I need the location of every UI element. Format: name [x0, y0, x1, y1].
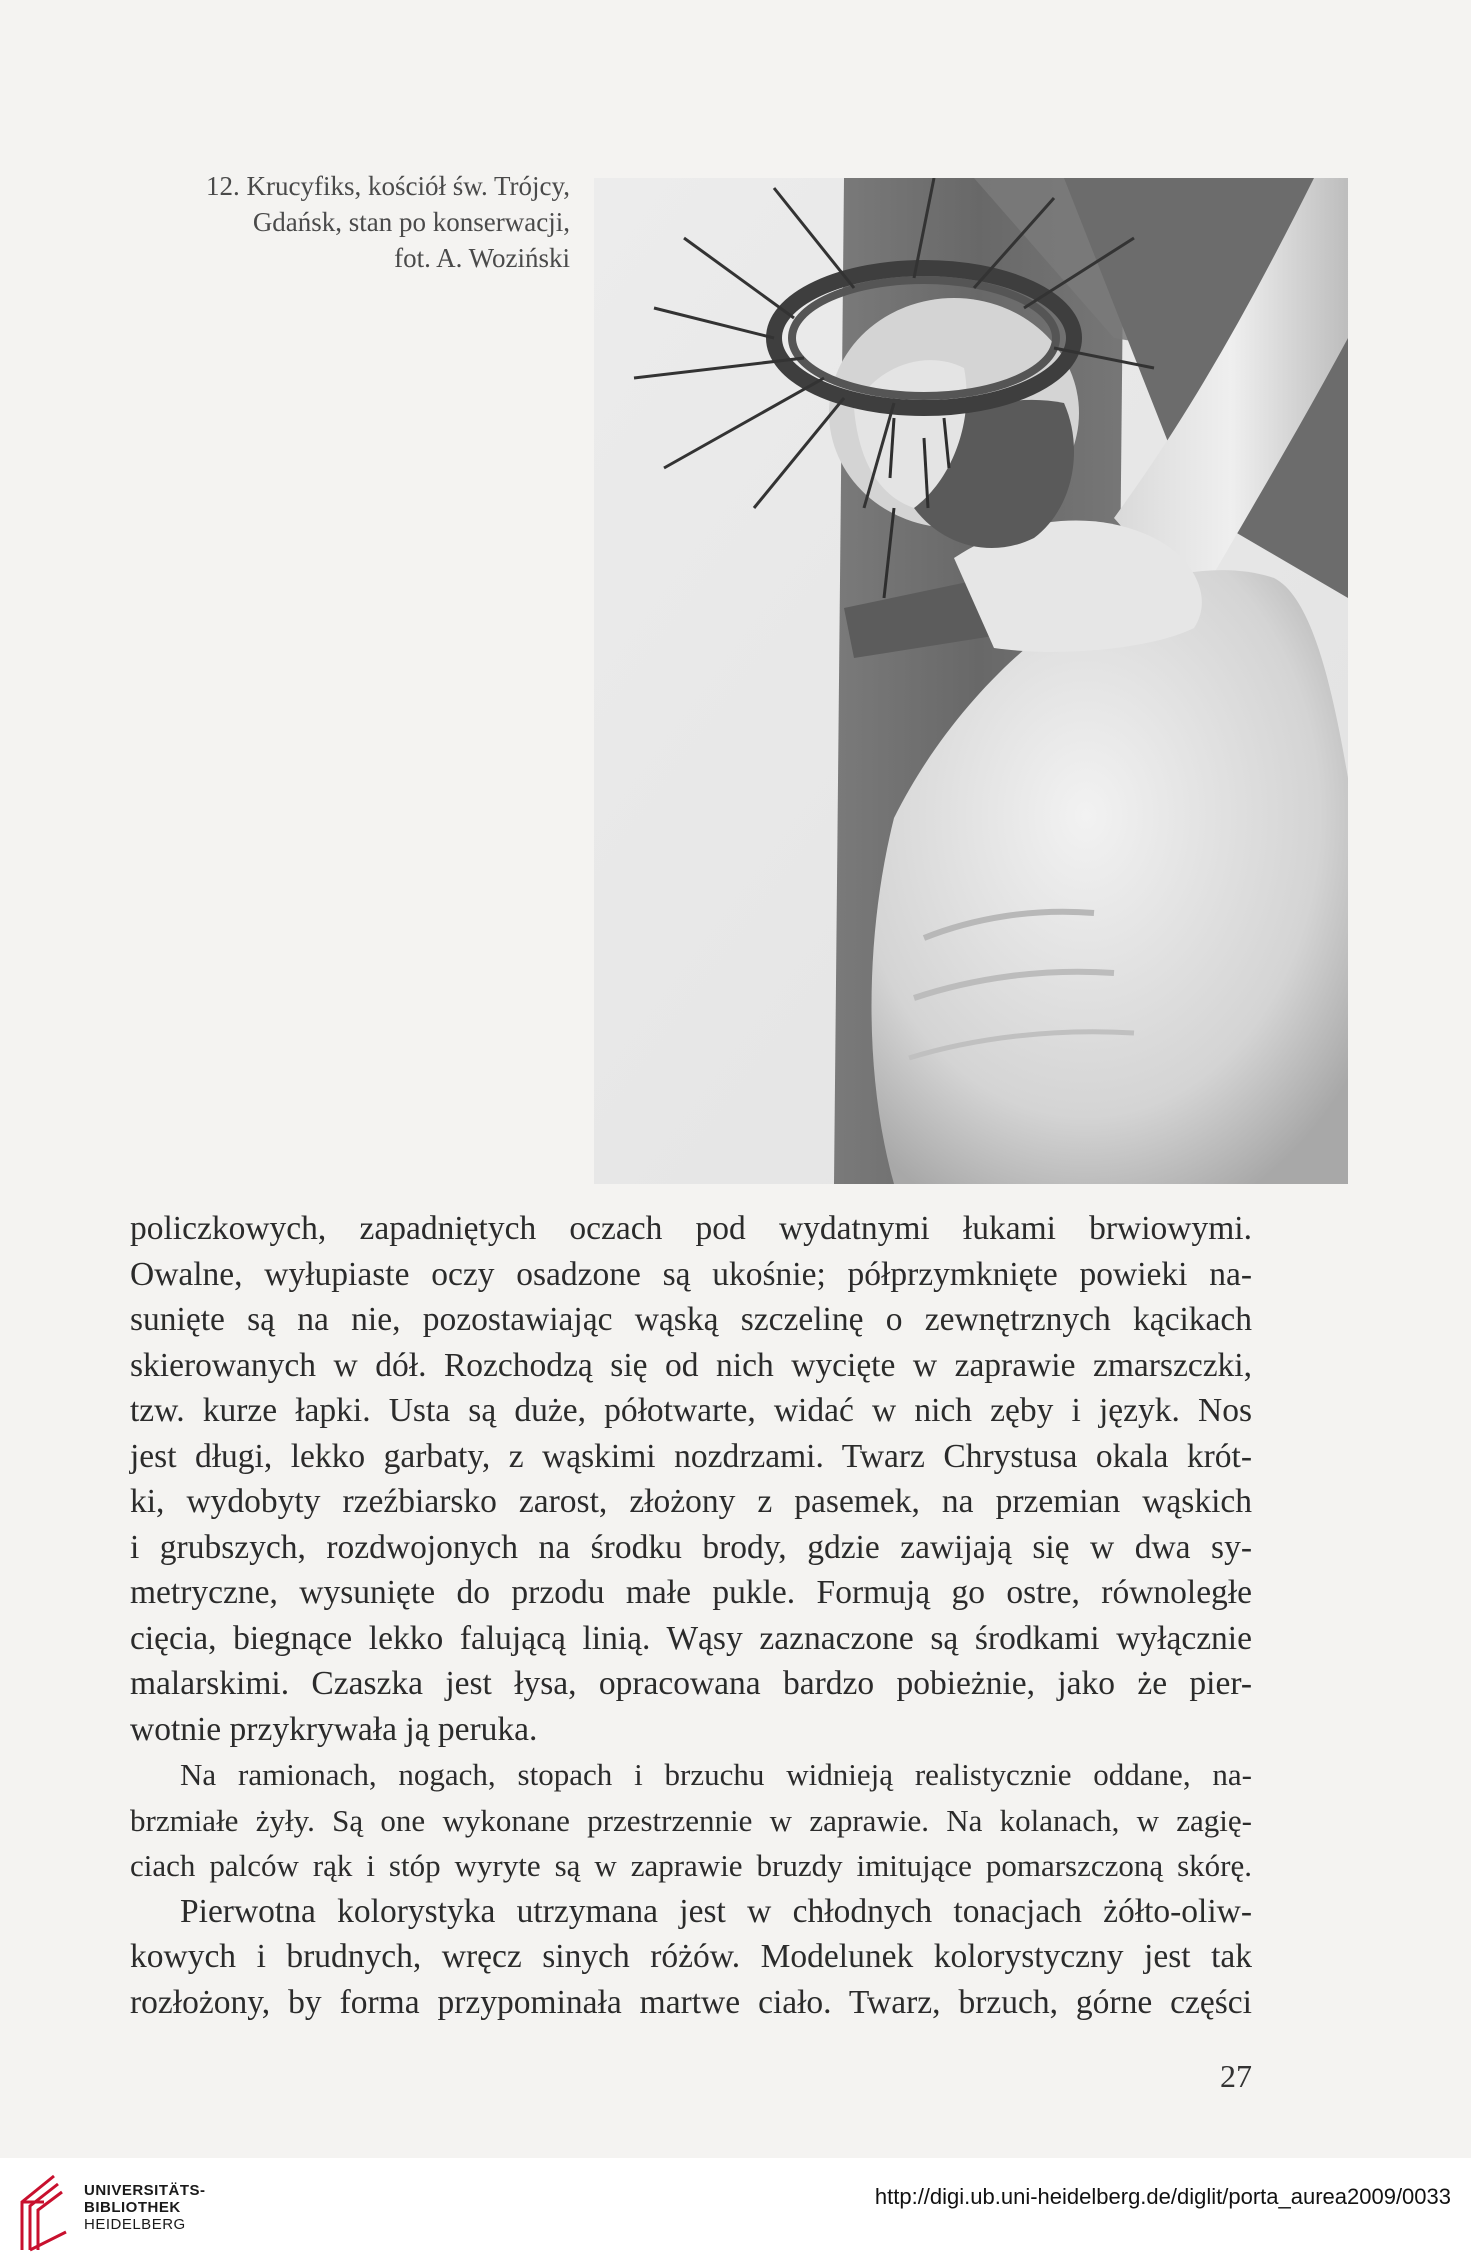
- body-text: [130, 1206, 1252, 2025]
- caption-line: 12. Krucyfiks, kościół św. Trójcy,: [206, 171, 570, 201]
- text-line: ciach palców rąk i stóp wyryte są w zaprawie bruzdy imitujące pomarszczoną skórę.: [130, 1848, 1252, 1883]
- text-line: ki, wydobyty rzeźbiarsko zarost, złożony z pasemek, na przemian wąskich: [130, 1483, 1252, 1520]
- library-name-line: HEIDELBERG: [84, 2216, 186, 2233]
- text-line: sunięte są na nie, pozostawiając wąską szczelinę o zewnętrznych kącikach: [130, 1301, 1252, 1338]
- text-line: metryczne, wysunięte do przodu małe pukle. Formują go ostre, równoległe: [130, 1574, 1252, 1611]
- text-line: tzw. kurze łapki. Usta są duże, półotwarte, widać w nich zęby i język. Nos: [130, 1392, 1252, 1429]
- text-line: Pierwotna kolorystyka utrzymana jest w chłodnych tonacjach żółto-oliw-: [180, 1892, 1252, 1930]
- page-number: 27: [1220, 2058, 1252, 2094]
- caption-line: fot. A. Woziński: [394, 243, 570, 273]
- library-name-line: UNIVERSITÄTS-: [84, 2182, 206, 2199]
- library-name: [84, 2182, 206, 2233]
- text-line: skierowanych w dół. Rozchodzą się od nich wycięte w zaprawie zmarszczki,: [130, 1346, 1252, 1384]
- text-line: brzmiałe żyły. Są one wykonane przestrzennie w zaprawie. Na kolanach, w zagię-: [130, 1802, 1252, 1838]
- figure-caption: [160, 168, 570, 276]
- crucifix-photo-image: [594, 178, 1348, 1184]
- crucifix-photo: [594, 178, 1348, 1184]
- caption-line: Gdańsk, stan po konserwacji,: [252, 207, 570, 237]
- text-line: policzkowych, zapadniętych oczach pod wydatnymi łukami brwiowymi.: [130, 1210, 1252, 1247]
- footer-bar: [0, 2158, 1471, 2263]
- library-name-line: BIBLIOTHEK: [84, 2199, 181, 2216]
- text-line: Owalne, wyłupiaste oczy osadzone są ukośnie; półprzymknięte powieki na-: [130, 1255, 1252, 1293]
- text-line: i grubszych, rozdwojonych na środku brody, gdzie zawijają się w dwa sy-: [130, 1528, 1252, 1566]
- text-line: malarskimi. Czaszka jest łysa, opracowana bardzo pobieżnie, jako że pier-: [130, 1665, 1252, 1702]
- text-line: jest długi, lekko garbaty, z wąskimi nozdrzami. Twarz Chrystusa okala krót-: [130, 1437, 1252, 1475]
- text-line: rozłożony, by forma przypominała martwe ciało. Twarz, brzuch, górne części: [130, 1983, 1252, 2021]
- source-url-link[interactable]: http://digi.ub.uni-heidelberg.de/diglit/porta_aurea2009/0033: [874, 2184, 1451, 2209]
- library-logo-icon: [14, 2172, 74, 2252]
- text-line: kowych i brudnych, wręcz sinych różów. Modelunek kolorystyczny jest tak: [130, 1938, 1252, 1975]
- text-line: Na ramionach, nogach, stopach i brzuchu widnieją realistycznie oddane, na-: [180, 1757, 1252, 1792]
- text-line: wotnie przykrywała ją peruka.: [130, 1710, 538, 1748]
- text-line: cięcia, biegnące lekko falującą linią. Wąsy zaznaczone są środkami wyłącznie: [130, 1619, 1252, 1657]
